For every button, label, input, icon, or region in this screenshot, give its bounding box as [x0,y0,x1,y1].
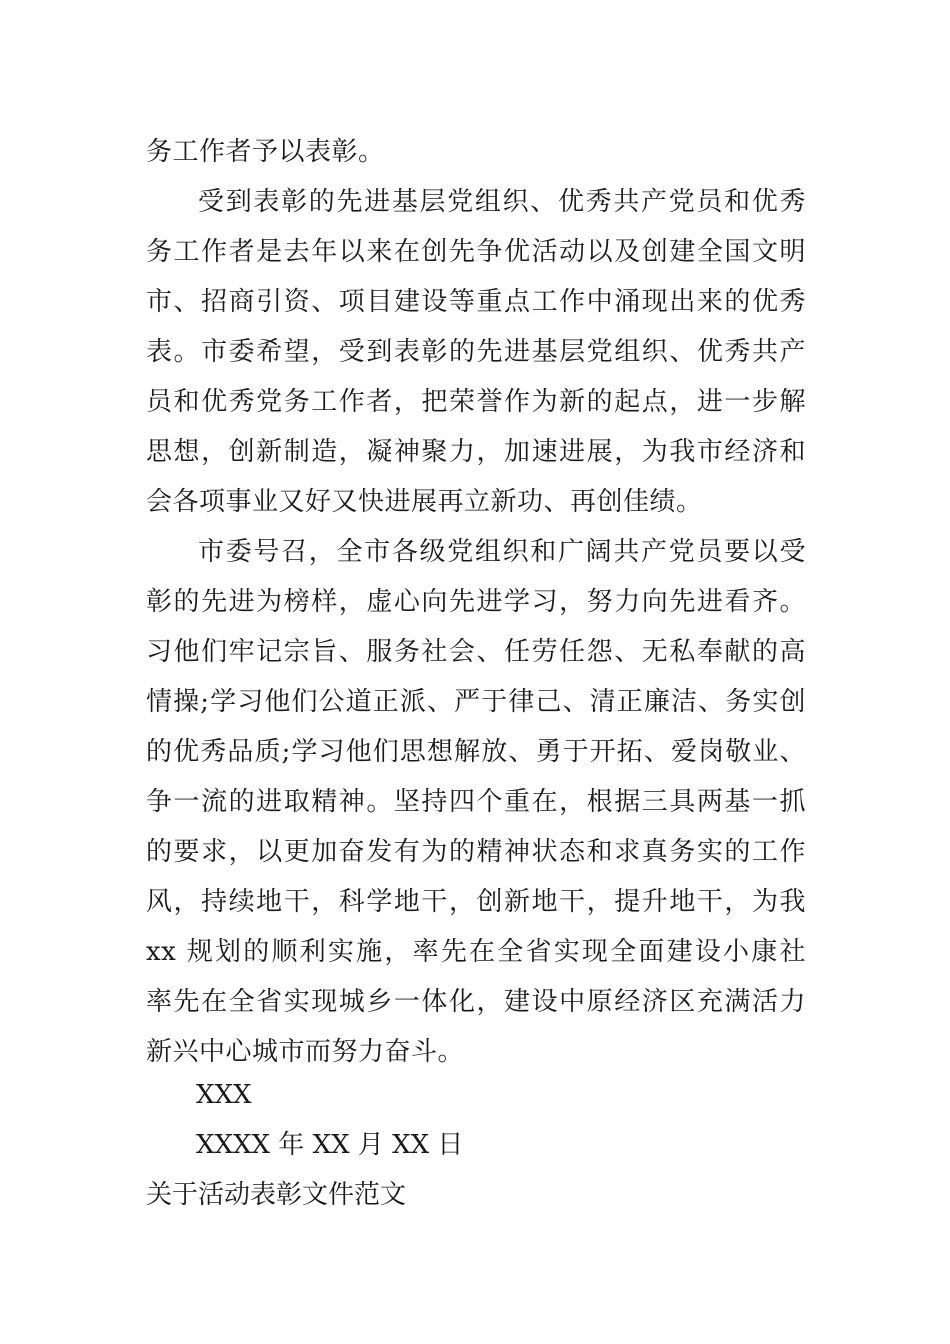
text-line: xx 规划的顺利实施，率先在全省实现全面建设小康社 [146,937,806,967]
text-line: 务工作者予以表彰。 [146,137,385,167]
text-line: 市、招商引资、项目建设等重点工作中涌现出来的优秀 [146,287,806,317]
body-text [146,127,806,1077]
text-line: 风，持续地干，科学地干，创新地干，提升地干，为我 [146,887,806,917]
signature: XXX [196,1080,252,1110]
text-line: 的优秀品质;学习他们思想解放、勇于开拓、爱岗敬业、 [146,737,806,767]
paragraph-start-line: 受到表彰的先进基层党组织、优秀共产党员和优秀 [198,187,806,217]
text-line: 情操;学习他们公道正派、严于律己、清正廉洁、务实创 [146,687,806,717]
text-line: 表。市委希望，受到表彰的先进基层党组织、优秀共产 [146,337,806,367]
text-line: 率先在全省实现城乡一体化，建设中原经济区充满活力 [146,987,806,1017]
text-line: 新兴中心城市而努力奋斗。 [146,1037,465,1067]
text-line: 习他们牢记宗旨、服务社会、任劳任怨、无私奉献的高 [146,637,806,667]
text-line: 员和优秀党务工作者，把荣誉作为新的起点，进一步解 [146,387,806,417]
text-line: 彰的先进为榜样，虚心向先进学习，努力向先进看齐。 [146,587,806,617]
text-line: 思想，创新制造，凝神聚力，加速进展，为我市经济和 [146,437,806,467]
text-line: 的要求，以更加奋发有为的精神状态和求真务实的工作 [146,837,806,867]
text-line: 务工作者是去年以来在创先争优活动以及创建全国文明 [146,237,806,267]
next-document-title: 关于活动表彰文件范文 [146,1180,407,1210]
text-line: 争一流的进取精神。坚持四个重在，根据三具两基一抓 [146,787,806,817]
text-line: 会各项事业又好又快进展再立新功、再创佳绩。 [146,487,703,517]
paragraph-start-line: 市委号召，全市各级党组织和广阔共产党员要以受 [198,537,806,567]
date-line: XXXX 年 XX 月 XX 日 [196,1130,464,1160]
